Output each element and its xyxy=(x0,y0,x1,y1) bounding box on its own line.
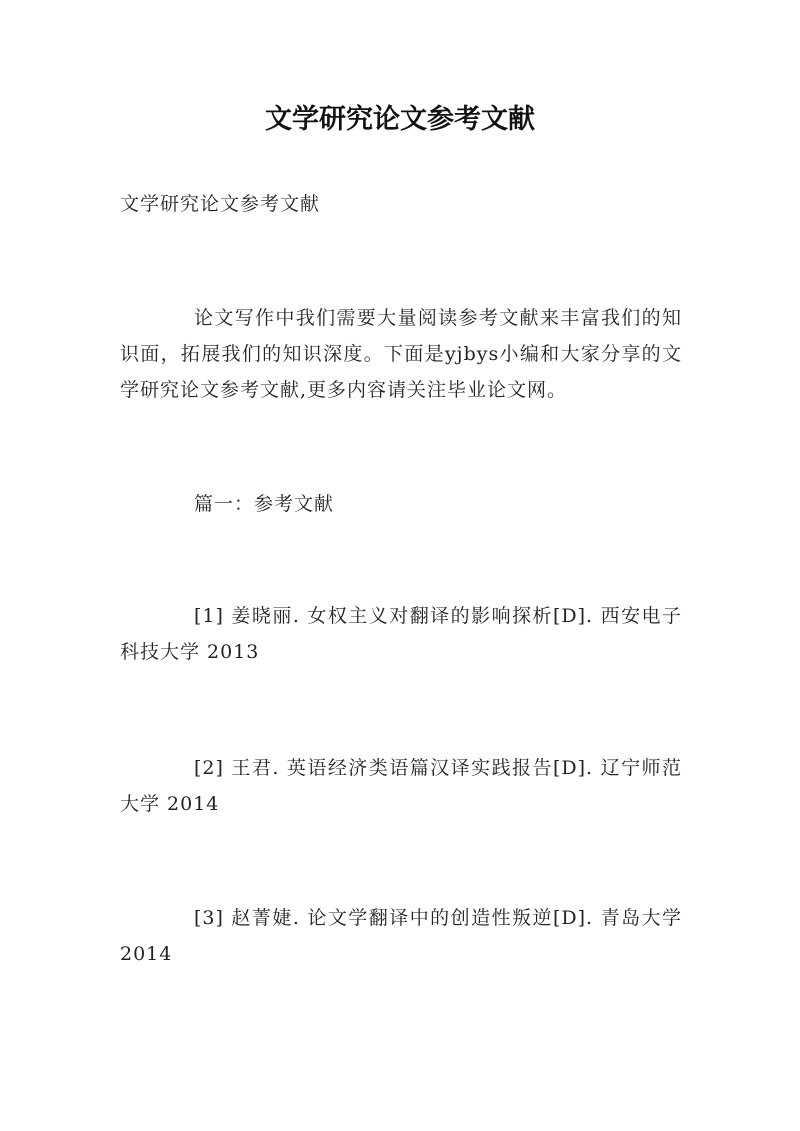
reference-item-1: [1] 姜晓丽. 女权主义对翻译的影响探析[D]. 西安电子科技大学 2013 xyxy=(120,605,682,663)
section-heading: 篇一：参考文献 xyxy=(194,493,335,515)
reference-item-2: [2] 王君. 英语经济类语篇汉译实践报告[D]. 辽宁师范大学 2014 xyxy=(120,757,682,815)
document-title: 文学研究论文参考文献 xyxy=(265,104,535,135)
intro-paragraph: 论文写作中我们需要大量阅读参考文献来丰富我们的知识面，拓展我们的知识深度。下面是yjbys小编和大家分享的文学研究论文参考文献,更多内容请关注毕业论文网。 xyxy=(120,307,682,401)
reference-item-3: [3] 赵菁婕. 论文学翻译中的创造性叛逆[D]. 青岛大学 2014 xyxy=(120,907,682,965)
document-subtitle: 文学研究论文参考文献 xyxy=(120,193,321,215)
